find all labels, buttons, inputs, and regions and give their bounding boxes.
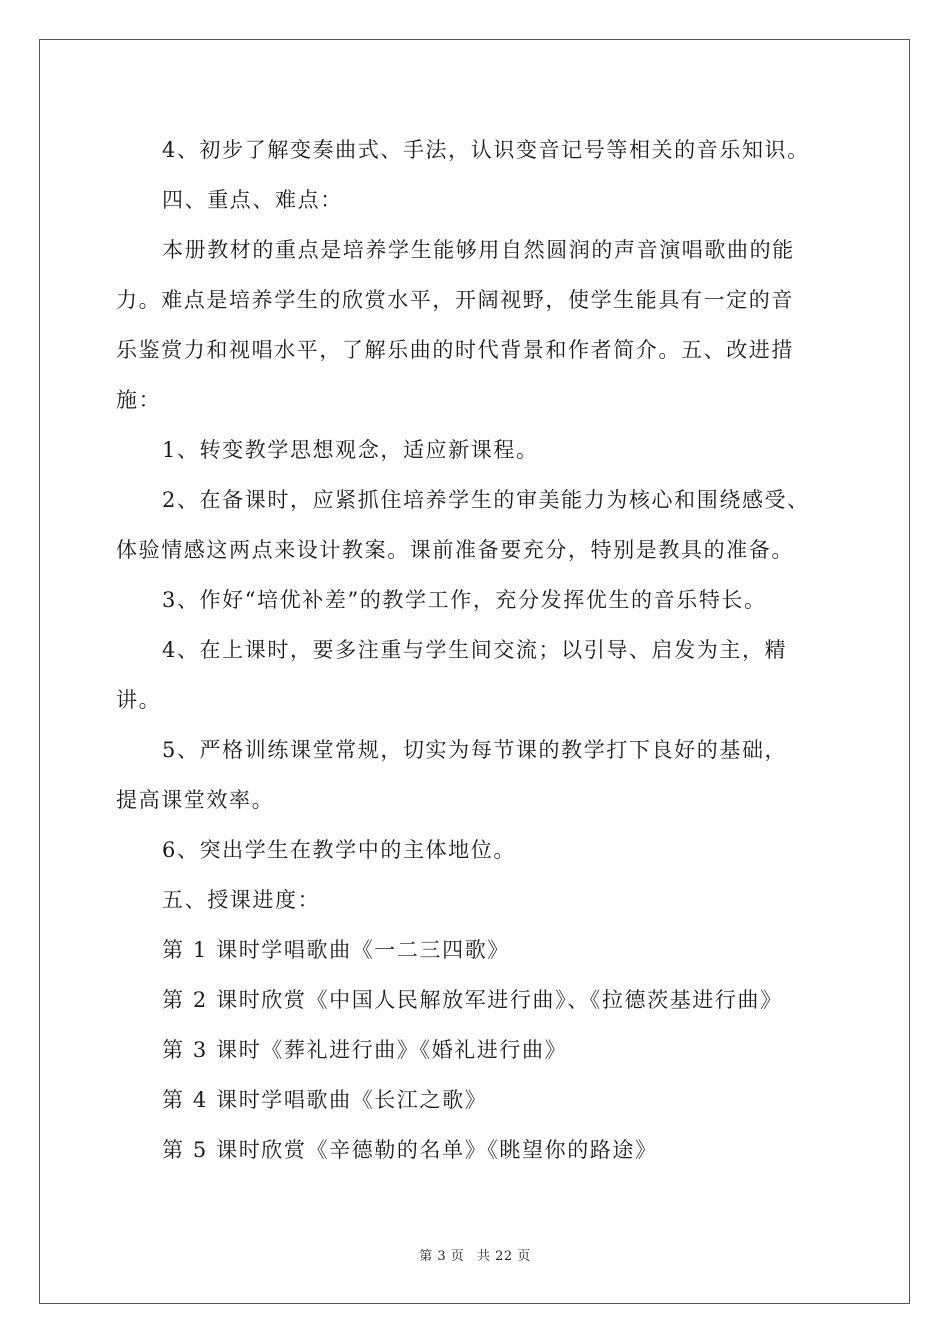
body-line: 提高课堂效率。 — [116, 788, 275, 812]
body-line: 4、在上课时，要多注重与学生间交流；以引导、启发为主，精 — [162, 638, 788, 662]
schedule-item: 第 3 课时《葬礼进行曲》《婚礼进行曲》 — [162, 1038, 568, 1062]
page-total: 共 22 页 — [476, 1249, 531, 1264]
body-line: 本册教材的重点是培养学生能够用自然圆润的声音演唱歌曲的能 — [162, 238, 795, 262]
body-line: 讲。 — [116, 688, 162, 712]
schedule-item: 第 5 课时欣赏《辛德勒的名单》《眺望你的路途》 — [162, 1138, 658, 1162]
body-line: 3、作好“培优补差”的教学工作，充分发挥优生的音乐特长。 — [162, 588, 767, 612]
body-line: 力。难点是培养学生的欣赏水平，开阔视野，使学生能具有一定的音 — [116, 288, 794, 312]
schedule-item: 第 2 课时欣赏《中国人民解放军进行曲》、《拉德茨基进行曲》 — [162, 988, 783, 1012]
body-line: 4、初步了解变奏曲式、手法，认识变音记号等相关的音乐知识。 — [162, 138, 810, 162]
body-line: 2、在备课时，应紧抓住培养学生的审美能力为核心和围绕感受、 — [162, 488, 810, 512]
body-line: 体验情感这两点来设计教案。课前准备要充分，特别是教具的准备。 — [116, 538, 794, 562]
body-line: 乐鉴赏力和视唱水平，了解乐曲的时代背景和作者简介。五、改进措 — [116, 338, 794, 362]
body-line: 1、转变教学思想观念，适应新课程。 — [162, 438, 539, 462]
body-line: 5、严格训练课堂常规，切实为每节课的教学打下良好的基础， — [162, 738, 788, 762]
schedule-item: 第 4 课时学唱歌曲《长江之歌》 — [162, 1088, 488, 1112]
section-heading: 四、重点、难点： — [162, 188, 343, 212]
section-heading: 五、授课进度： — [162, 888, 321, 912]
schedule-item: 第 1 课时学唱歌曲《一二三四歌》 — [162, 938, 510, 962]
page-footer — [0, 1245, 950, 1264]
page-number: 第 3 页 — [419, 1249, 465, 1264]
body-line: 施： — [116, 388, 162, 412]
body-line: 6、突出学生在教学中的主体地位。 — [162, 838, 516, 862]
